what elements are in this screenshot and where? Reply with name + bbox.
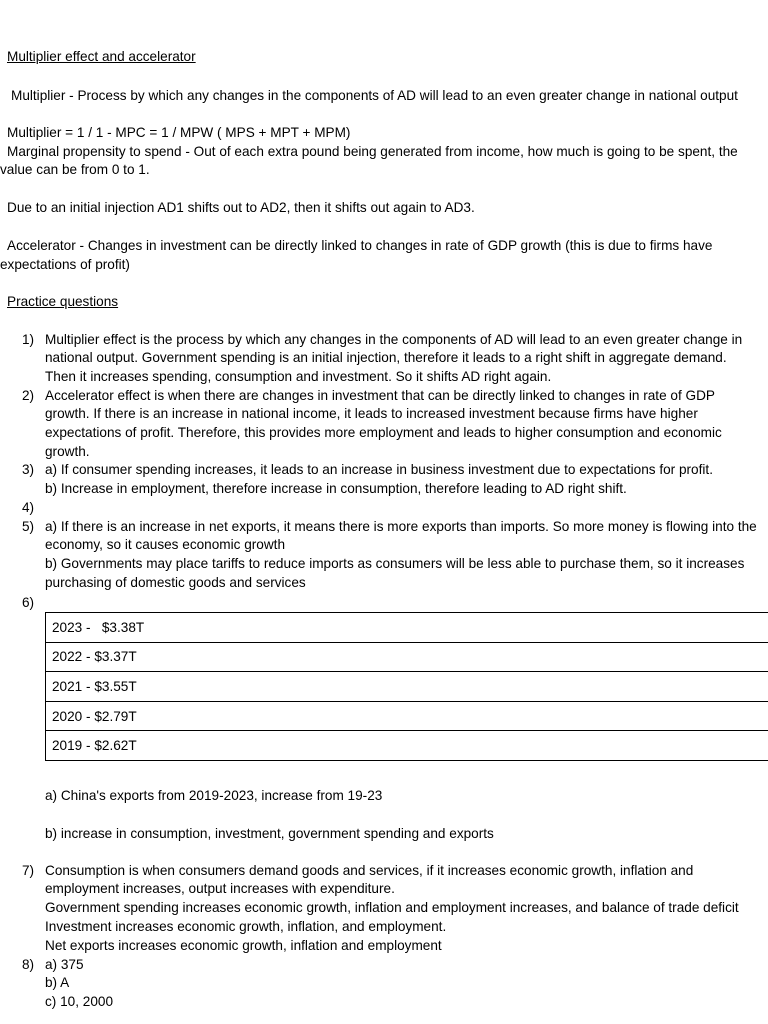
q6-number: 6) [22, 595, 35, 610]
q4-number: 4) [22, 500, 35, 515]
q3-line: b) Increase in employment, therefore increase in consumption, therefore leading to AD right shift. [45, 481, 627, 496]
q5-number: 5) [22, 519, 35, 534]
q7-line: Consumption is when consumers demand goods and services, if it increases economic growth, inflation and [45, 863, 694, 878]
q1-number: 1) [22, 332, 35, 347]
q2-line: expectations of profit. Therefore, this provides more employment and leads to higher consumption and economic [45, 425, 722, 440]
injection-text: Due to an initial injection AD1 shifts out to AD2, then it shifts out again to AD3. [7, 200, 475, 215]
table-cell: 2022 - $3.37T [46, 642, 768, 672]
q7-line: Government spending increases economic growth, inflation and employment increases, and balance of trade deficit [45, 900, 739, 915]
table-row [46, 613, 768, 643]
table-cell: 2020 - $2.79T [46, 701, 768, 731]
table-row [46, 731, 768, 761]
q2-line: Accelerator effect is when there are changes in investment that can be directly linked to changes in rate of GDP [45, 388, 715, 403]
q8-line: c) 10, 2000 [45, 994, 114, 1009]
q2-number: 2) [22, 388, 35, 403]
q2-line: growth. [45, 444, 90, 459]
multiplier-definition: Multiplier - Process by which any changes in the components of AD will lead to an even greater change in national output [11, 88, 738, 103]
accelerator-line2: expectations of profit) [0, 257, 130, 272]
q5-line: purchasing of domestic goods and services [45, 575, 306, 590]
mps-definition-line1: Marginal propensity to spend - Out of each extra pound being generated from income, how much is going to be spent, the [7, 144, 738, 159]
q7-line: Investment increases economic growth, inflation, and employment. [45, 919, 447, 934]
q6-answer-a: a) China's exports from 2019-2023, increase from 19-23 [45, 788, 383, 803]
q3-line: a) If consumer spending increases, it leads to an increase in business investment due to expectations for profit. [45, 462, 713, 477]
q3-number: 3) [22, 462, 35, 477]
table-cell: 2021 - $3.55T [46, 672, 768, 702]
q1-line: Then it increases spending, consumption and investment. So it shifts AD right again. [45, 369, 552, 384]
q8-line: a) 375 [45, 957, 84, 972]
q7-number: 7) [22, 863, 35, 878]
q5-line: economy, so it causes economic growth [45, 537, 286, 552]
mps-definition-line2: value can be from 0 to 1. [0, 162, 150, 177]
q5-line: b) Governments may place tariffs to reduce imports as consumers will be less able to purchase them, so it increases [45, 556, 745, 571]
q7-line: Net exports increases economic growth, inflation and employment [45, 938, 442, 953]
practice-heading: Practice questions [7, 294, 119, 309]
accelerator-line1: Accelerator - Changes in investment can be directly linked to changes in rate of GDP growth (this is due to firms have [7, 238, 713, 253]
q7-line: employment increases, output increases with expenditure. [45, 881, 395, 896]
q5-line: a) If there is an increase in net exports, it means there is more exports than imports. So more money is flowing into the [45, 519, 757, 534]
q8-number: 8) [22, 957, 35, 972]
q1-line: Multiplier effect is the process by which any changes in the components of AD will lead to an even greater change in [45, 332, 743, 347]
exports-table [45, 612, 768, 761]
doc-heading: Multiplier effect and accelerator [7, 49, 196, 64]
q1-line: national output. Government spending is an initial injection, therefore it leads to a right shift in aggregate demand. [45, 350, 727, 365]
table-row [46, 701, 768, 731]
table-row [46, 642, 768, 672]
table-cell: 2023 - $3.38T [46, 613, 768, 643]
table-row [46, 672, 768, 702]
q8-line: b) A [45, 975, 70, 990]
multiplier-formula: Multiplier = 1 / 1 - MPC = 1 / MPW ( MPS + MPT + MPM) [7, 125, 351, 140]
q2-line: growth. If there is an increase in national income, it leads to increased investment because firms have higher [45, 406, 698, 421]
q6-answer-b: b) increase in consumption, investment, government spending and exports [45, 826, 494, 841]
table-cell: 2019 - $2.62T [46, 731, 768, 761]
